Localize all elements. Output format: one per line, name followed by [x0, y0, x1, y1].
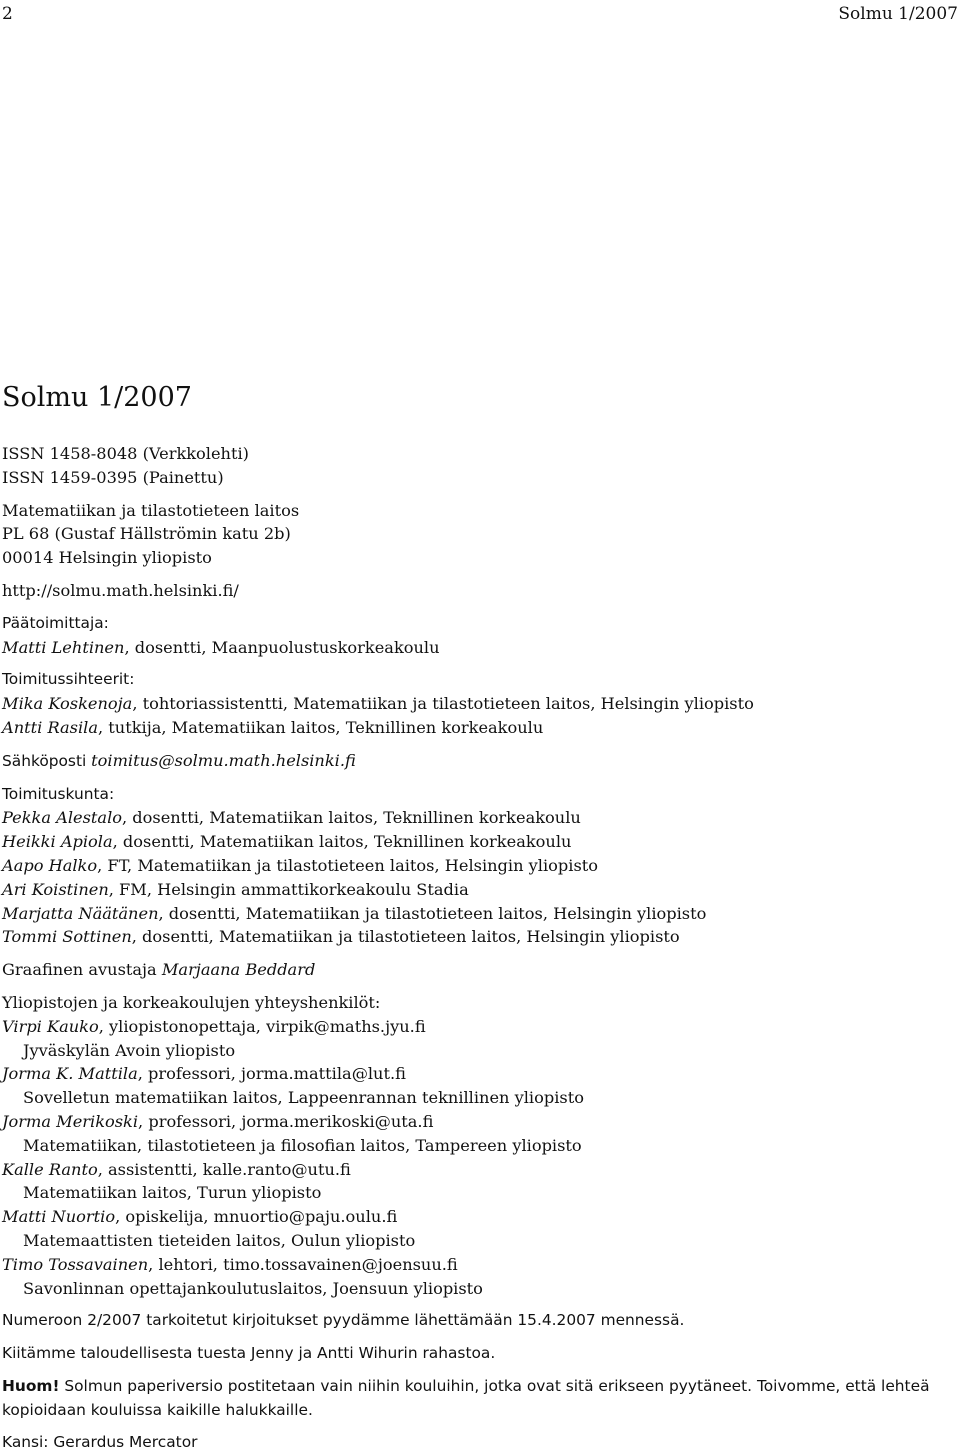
person-desc: , opiskelija, mnuortio@paju.oulu.fi [115, 1207, 398, 1227]
person-name: Aapo Halko [2, 855, 98, 875]
cover-credit: Kansi: Gerardus Mercator [2, 1433, 198, 1452]
issn-print: ISSN 1459-0395 (Painettu) [2, 467, 224, 487]
person-name: Matti Nuortio [2, 1207, 116, 1227]
person-desc: , FT, Matematiikan ja tilastotieteen laitos, Helsingin yliopisto [97, 855, 598, 875]
address-block [2, 499, 956, 570]
person-desc: , dosentti, Matematiikan laitos, Teknillinen korkeakoulu [122, 808, 581, 828]
contacts-block [2, 991, 956, 1300]
person-desc: , dosentti, Maanpuolustuskorkeakoulu [124, 637, 440, 657]
board-block [2, 783, 956, 950]
page-number: 2 [2, 4, 13, 24]
address-line: Matematiikan ja tilastotieteen laitos [2, 500, 300, 520]
person-name: Marjatta Näätänen [2, 903, 159, 923]
person-name: Timo Tossavainen [2, 1254, 149, 1274]
address-line: PL 68 (Gustaf Hällströmin katu 2b) [2, 524, 291, 544]
colophon [2, 382, 956, 1455]
note-text: Solmun paperiversio postitetaan vain niihin kouluihin, jotka ovat sitä erikseen pyytäneet. Toivomme, että lehteä kopioidaan kouluissa kaikille halukkaille. [2, 1376, 930, 1419]
person-desc: , dosentti, Matematiikan ja tilastotieteen laitos, Helsingin yliopisto [158, 903, 707, 923]
person-name: Ari Koistinen [2, 879, 109, 899]
contact-org: Matematiikan, tilastotieteen ja filosofian laitos, Tampereen yliopisto [23, 1135, 582, 1155]
person-name: Kalle Ranto [2, 1159, 98, 1179]
address-line: 00014 Helsingin yliopisto [2, 548, 212, 568]
page-title: Solmu 1/2007 [2, 382, 192, 413]
person-desc: , professori, jorma.merikoski@uta.fi [138, 1111, 434, 1131]
note-paragraph [2, 1375, 956, 1423]
secretaries-block [2, 668, 956, 739]
person-name: Marjaana Beddard [161, 960, 316, 980]
person-desc: , yliopistonopettaja, virpik@maths.jyu.fi [98, 1016, 426, 1036]
person-desc: , assistentti, kalle.ranto@utu.fi [97, 1159, 351, 1179]
email-line [2, 749, 956, 774]
secretaries-label: Toimitussihteerit: [2, 670, 135, 689]
email-address[interactable]: toimitus@solmu.math.helsinki.fi [91, 750, 356, 770]
person-name: Pekka Alestalo [2, 808, 122, 828]
person-name: Mika Koskenoja [2, 694, 133, 714]
graphic-assistant-line [2, 958, 956, 982]
person-name: Heikki Apiola [2, 832, 113, 852]
email-label: Sähköposti [2, 751, 92, 770]
graphic-label: Graafinen avustaja [2, 960, 162, 980]
person-name: Virpi Kauko [2, 1016, 99, 1036]
board-label: Toimituskunta: [2, 784, 115, 803]
person-name: Antti Rasila [2, 717, 98, 737]
person-desc: , tutkija, Matematiikan laitos, Teknillinen korkeakoulu [97, 717, 544, 737]
running-title: Solmu 1/2007 [838, 4, 958, 24]
person-name: Matti Lehtinen [2, 637, 125, 657]
person-name: Jorma K. Mattila [2, 1064, 138, 1084]
contact-org: Matematiikan laitos, Turun yliopisto [23, 1183, 322, 1203]
deadline-notice: Numeroon 2/2007 tarkoitetut kirjoitukset pyydämme lähettämään 15.4.2007 mennessä. [2, 1311, 685, 1330]
contact-org: Jyväskylän Avoin yliopisto [23, 1040, 236, 1060]
editor-in-chief-block [2, 612, 956, 660]
editor-label: Päätoimittaja: [2, 613, 109, 632]
person-desc: , FM, Helsingin ammattikorkeakoulu Stadia [108, 879, 469, 899]
person-desc: , dosentti, Matematiikan ja tilastotieteen laitos, Helsingin yliopisto [131, 927, 680, 947]
contacts-label: Yliopistojen ja korkeakoulujen yhteyshenkilöt: [2, 992, 381, 1012]
website-url[interactable]: http://solmu.math.helsinki.fi/ [2, 580, 239, 600]
person-name: Jorma Merikoski [2, 1111, 139, 1131]
contact-org: Matemaattisten tieteiden laitos, Oulun yliopisto [23, 1230, 416, 1250]
issn-block [2, 442, 956, 490]
contact-org: Sovelletun matematiikan laitos, Lappeenrannan teknillinen yliopisto [23, 1088, 584, 1108]
person-desc: , tohtoriassistentti, Matematiikan ja tilastotieteen laitos, Helsingin yliopisto [132, 694, 754, 714]
person-name: Tommi Sottinen [2, 927, 132, 947]
person-desc: , lehtori, timo.tossavainen@joensuu.fi [148, 1254, 458, 1274]
thanks-notice: Kiitämme taloudellisesta tuesta Jenny ja Antti Wihurin rahastoa. [2, 1344, 496, 1363]
person-desc: , professori, jorma.mattila@lut.fi [137, 1064, 406, 1084]
note-label: Huom! [2, 1376, 60, 1395]
person-desc: , dosentti, Matematiikan laitos, Teknillinen korkeakoulu [112, 832, 572, 852]
contact-org: Savonlinnan opettajankoulutuslaitos, Joensuun yliopisto [23, 1278, 483, 1298]
issn-online: ISSN 1458-8048 (Verkkolehti) [2, 444, 249, 463]
